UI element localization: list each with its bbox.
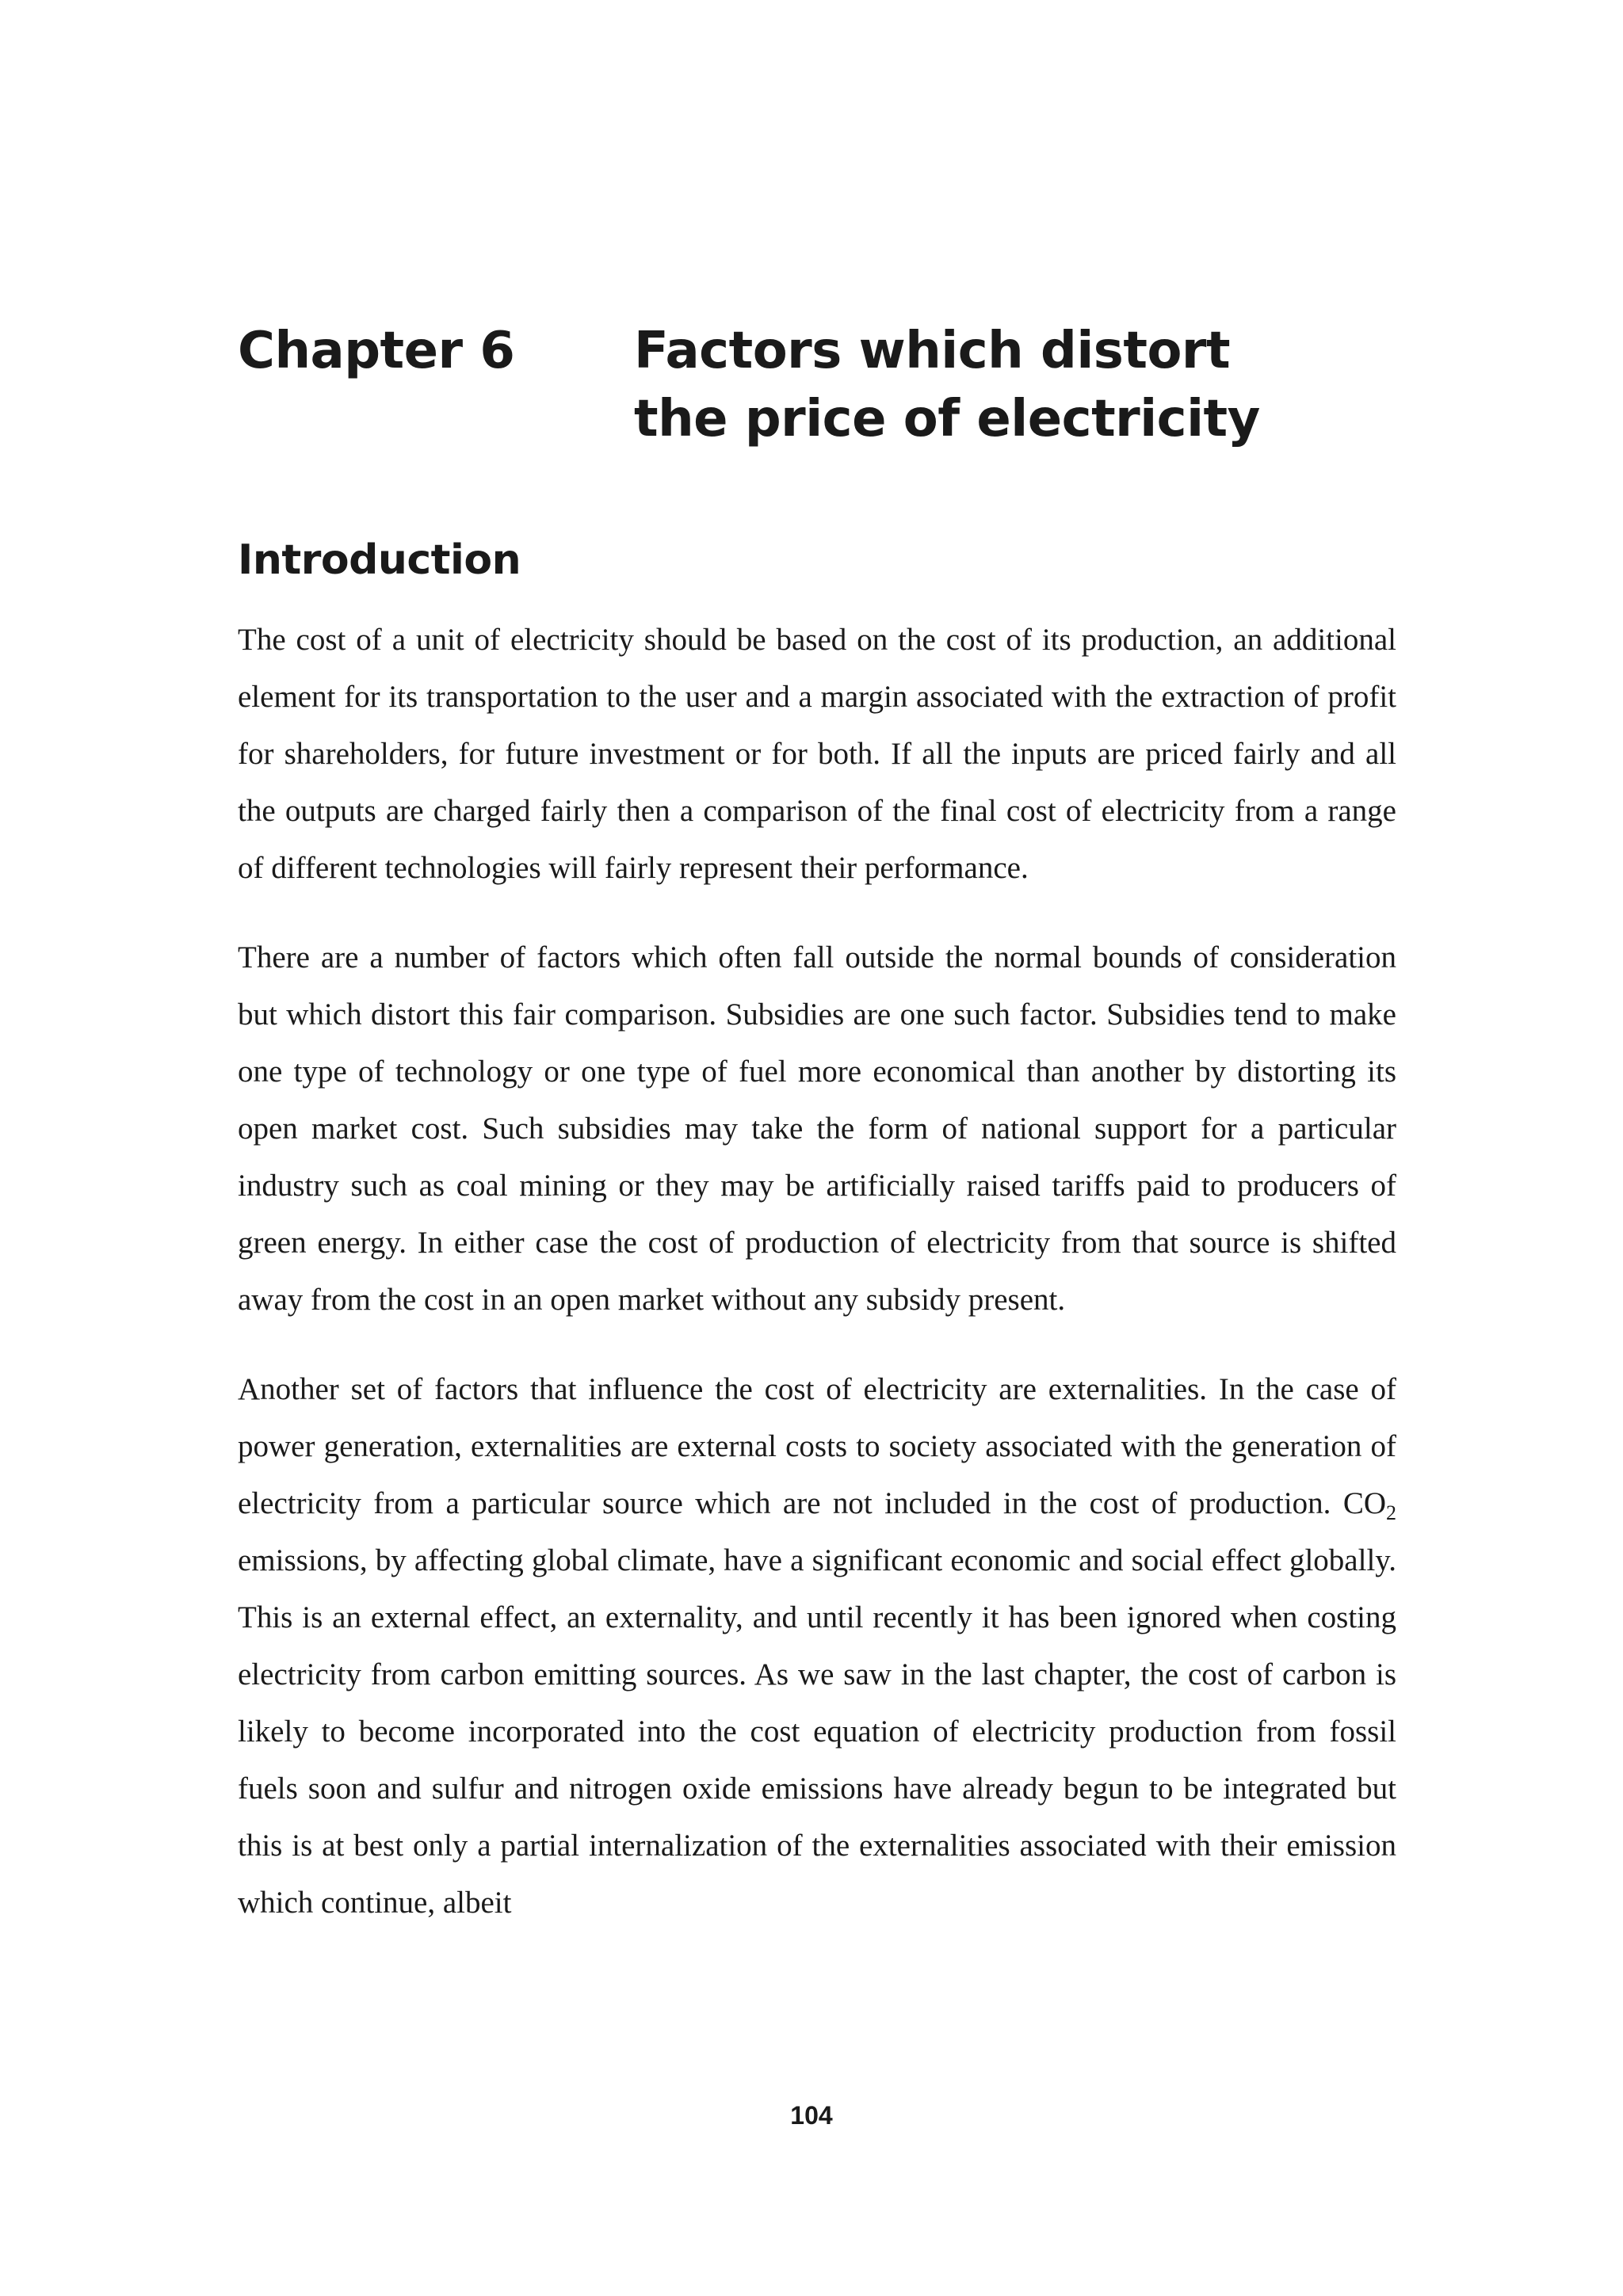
paragraph-1: The cost of a unit of electricity should be based on the cost of its production, an additional element for its transportation to the user and a margin associated with the extraction of profit for shareholders, for future investment or for both. If all the inputs are priced fairly and all the outputs are charged fairly then a comparison of the final cost of electricity from a range of different technologies will fairly represent their performance. — [238, 623, 1396, 885]
section-heading: Introduction — [238, 536, 521, 584]
co2-subscript: 2 — [1386, 1501, 1396, 1524]
chapter-label: Chapter 6 — [238, 322, 515, 380]
chapter-heading — [238, 317, 1395, 453]
page-number: 104 — [790, 2101, 833, 2130]
paragraph-3 — [238, 1361, 1396, 1932]
body-text — [238, 612, 1396, 1964]
chapter-title: Factors which distort the price of electricity — [634, 322, 1260, 448]
paragraph-3-part-2: emissions, by affecting global climate, have a significant economic and social effect globally. This is an external effect, an externality, and until recently it has been ignored when costing electricity from carbon emitting sources. As we saw in the last chapter, the cost of carbon is likely to become incorporated into the cost equation of electricity production from fossil fuels soon and sulfur and nitrogen oxide emissions have already begun to be integrated but this is at best only a partial internalization of the externalities associated with their emission which continue, albeit — [238, 1543, 1396, 1920]
paragraph-2: There are a number of factors which often fall outside the normal bounds of consideration but which distort this fair comparison. Subsidies are one such factor. Subsidies tend to make one type of technology or one type of fuel more economical than another by distorting its open market cost. Such subsidies may take the form of national support for a particular industry such as coal mining or they may be artificially raised tariffs paid to producers of green energy. In either case the cost of production of electricity from that source is shifted away from the cost in an open market without any subsidy present. — [238, 940, 1396, 1317]
paragraph-3-part-1: Another set of factors that influence the cost of electricity are externalities. In the case of power generation, externalities are external costs to society associated with the generation of electricity from a particular source which are not included in the cost of production. CO — [238, 1372, 1396, 1520]
